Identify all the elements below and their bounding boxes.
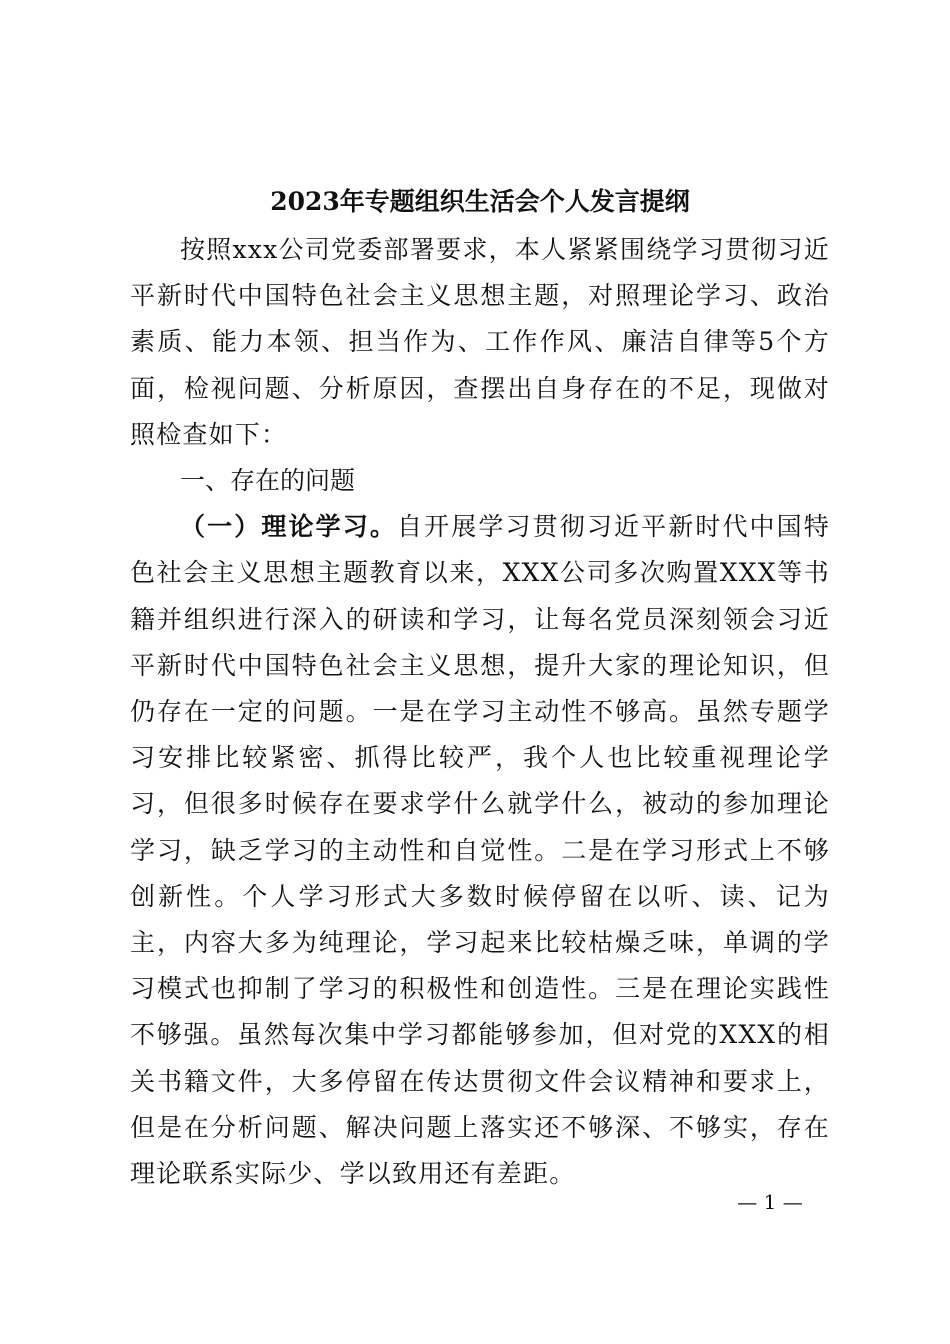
document-title: 2023年专题组织生活会个人发言提纲 bbox=[270, 187, 690, 216]
page-number: — 1 — bbox=[737, 1190, 803, 1214]
document-body bbox=[130, 227, 830, 1197]
theory-study-label: （一）理论学习。 bbox=[180, 512, 397, 542]
theory-study-text: 自开展学习贯彻习近平新时代中国特色社会主义思想主题教育以来，XXX公司多次购置XXX等书籍并组织进行深入的研读和学习，让每名党员深刻领会习近平新时代中国特色社会主义思想，提升大家的理论知识，但仍存在一定的问题。一是在学习主动性不够高。虽然专题学习安排比较紧密、抓得比较严，我个人也比较重视理论学习，但很多时候存在要求学什么就学什么，被动的参加理论学习，缺乏学习的主动性和自觉性。二是在学习形式上不够创新性。个人学习形式大多数时候停留在以听、读、记为主，内容大多为纯理论，学习起来比较枯燥乏味，单调的学习模式也抑制了学习的积极性和创造性。三是在理论实践性不够强。虽然每次集中学习都能够参加，但对党的XXX的相关书籍文件，大多停留在传达贯彻文件会议精神和要求上，但是在分析问题、解决问题上落实还不够深、不够实，存在理论联系实际少、学以致用还有差距。 bbox=[130, 512, 831, 1189]
section-heading-problems: 一、存在的问题 bbox=[180, 466, 356, 496]
intro-paragraph: 按照xxx公司党委部署要求，本人紧紧围绕学习贯彻习近平新时代中国特色社会主义思想主题，对照理论学习、政治素质、能力本领、担当作为、工作作风、廉洁自律等5个方面，检视问题、分析原因，查摆出自身存在的不足，现做对照检查如下： bbox=[130, 235, 830, 449]
theory-study-paragraph bbox=[130, 504, 830, 1197]
